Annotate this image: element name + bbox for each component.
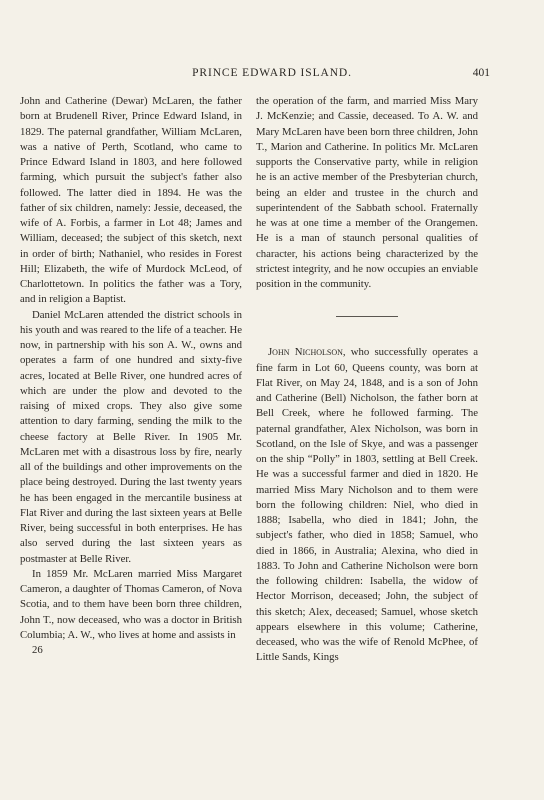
running-header: PRINCE EDWARD ISLAND. [192, 67, 352, 79]
paragraph [256, 345, 478, 665]
paragraph: Daniel McLaren attended the district schools in his youth and was reared to the life of a teacher. He now, in partnership with his son A. W., owns and operates a farm of one hundred and sixty-five acres, located at Belle River, one hundred acres of which are under the plow and devoted to the raising of mixed crops. They also give some attention to dary farming, sending the milk to the cheese factory at Belle River. In 1905 Mr. McLaren met with a disastrous loss by fire, nearly all of the buildings and other improvements on the place being destroyed. During the last twenty years he has been engaged in the mercantile business at Flat River and during the last sixteen years at Belle River, being successful in both enterprises. He has also served during the last sixteen years as postmaster at Belle River. [20, 308, 242, 565]
sketch-subject-name: John Nicholson, [268, 346, 346, 359]
section-divider [336, 316, 398, 317]
page-number: 401 [472, 67, 490, 79]
signature-mark: 26 [32, 644, 43, 656]
paragraph: John and Catherine (Dewar) McLaren, the father born at Brudenell River, Prince Edward Island, in 1829. The paternal grandfather, William McLaren, was a native of Perth, Scotland, who came to Prince Edward Island in 1803, and here followed farming, which pursuit the subject's father also followed. The latter died in 1894. He was the father of six children, namely: Jessie, deceased, the wife of A. Forbis, a farmer in Lot 48; James and William, deceased; the subject of this sketch, next in order of birth; Nathaniel, who resides in Forest Hill; Elizabeth, the wife of Murdock McLeod, of Charlottetown. In politics the father was a Tory, and in religion a Baptist. [20, 95, 242, 306]
paragraph: the operation of the farm, and married Miss Mary J. McKenzie; and Cassie, deceased. To A. W. and Mary McLaren have been born three children, John T., Marion and Catherine. In politics Mr. McLaren supports the Conservative party, while in religion he is an active member of the Presbyterian church, being an elder and trustee in the church and superintendent of the Sabbath school. Fraternally he was at one time a member of the Orangemen. He is a man of staunch personal qualities of character, his actions being characterized by the strictest integrity, and he now occupies an enviable position in the community. [256, 95, 478, 290]
right-column [256, 94, 478, 666]
left-column [20, 94, 242, 658]
sketch-text: who successfully operates a fine farm in Lot 60, Queens county, was born at Flat River, on May 24, 1848, and is a son of John and Catherine (Bell) Nicholson, the father born at Bell Creek, where he followed farming. The paternal grandfather, Alex Nicholson, was born in Scotland, on the Isle of Skye, and was a passenger on the ship “Polly” in 1803, settling at Bell Creek. He was a successful farmer and died in 1820. He married Miss Mary Nicholson and to them were born the following children: Niel, who died in 1888; Isabella, who died in 1841; John, the subject's father, who died in 1858; Samuel, who died in 1866, in Australia; Alexina, who died in 1883. To John and Catherine Nicholson were born the following children: Isabella, the widow of Hector Morrison, deceased; John, the subject of this sketch; Alex, deceased; Samuel, whose sketch appears elsewhere in this volume; Catherine, deceased, who was the wife of Renold McPhee, of Little Sands, Kings [256, 346, 478, 664]
paragraph: In 1859 Mr. McLaren married Miss Margaret Cameron, a daughter of Thomas Cameron, of Nova Scotia, and to them have been born three children, John T., now deceased, who was a doctor in British Columbia; A. W., who lives at home and assists in [20, 567, 242, 641]
